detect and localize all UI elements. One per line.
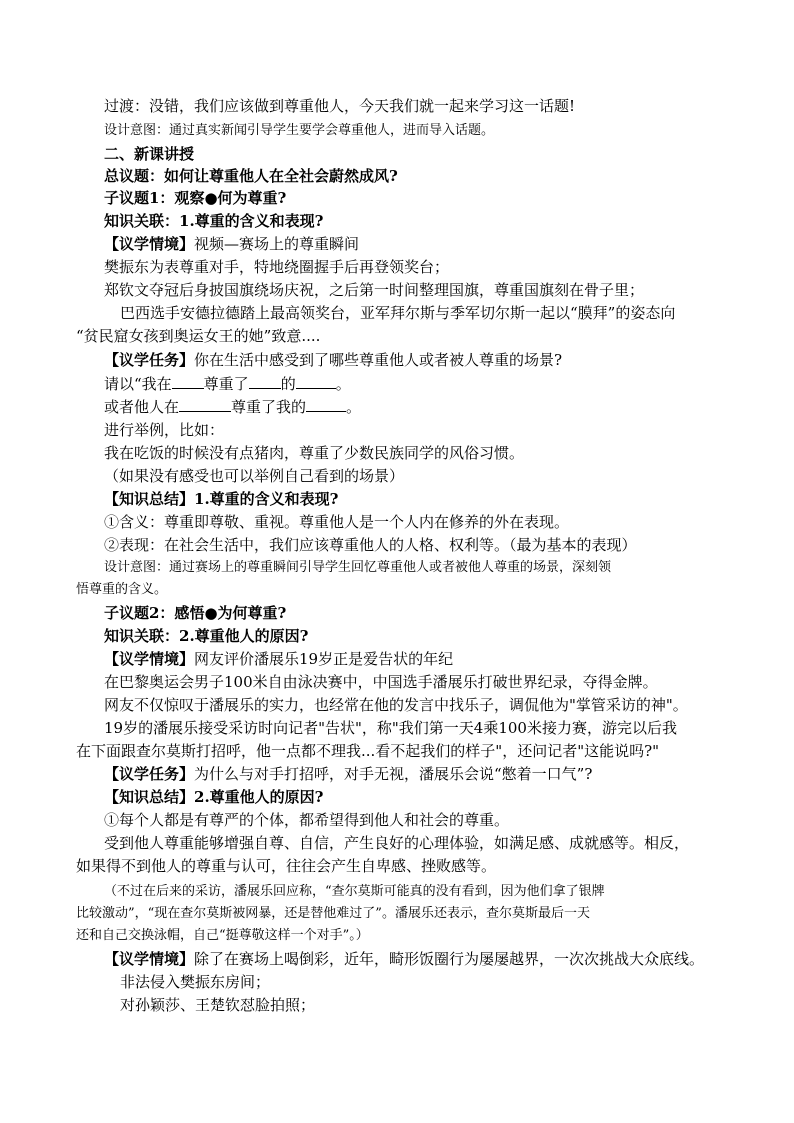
note-line: 还和自己交换泳帽，自己“挺尊敬这样一个对手”。） (76, 928, 369, 943)
task-label: 【议学任务】 (104, 351, 195, 369)
body-line: ①含义：尊重即尊敬、重视。尊重他人是一个人内在修养的外在表现。 (104, 513, 570, 531)
main-topic: 总议题：如何让尊重他人在全社会蔚然成风? (104, 167, 398, 185)
fill-text: 尊重了 (203, 375, 249, 393)
fill-blank-line-2 (104, 397, 361, 417)
scenario-text: 网友评价潘展乐19岁正是爱告状的年纪 (194, 650, 454, 668)
summary-1: 【知识总结】1.尊重的含义和表现? (104, 490, 339, 508)
body-line: 对孙颖莎、王楚钦怼脸拍照； (120, 996, 316, 1014)
task-text: 你在生活中感受到了哪些尊重他人或者被人尊重的场景? (194, 351, 563, 369)
body-line: 19岁的潘展乐接受采访时向记者"告状"，称"我们第一天4乘100米接力赛，游完以后我 (104, 719, 677, 737)
body-line: 在下面跟查尔莫斯打招呼，他一点都不理我...看不起我们的样子"，还问记者"这能说吗?" (76, 742, 660, 760)
fill-text: 。 (335, 375, 351, 393)
fill-text: 请以“我在 (104, 375, 172, 393)
body-line: 巴西选手安德拉德踏上最高领奖台，亚军拜尔斯与季军切尔斯一起以“膜拜”的姿态向 (120, 304, 676, 322)
body-line: ①每个人都是有尊严的个体，都希望得到他人和社会的尊重。 (104, 811, 510, 829)
note-line: （不过在后来的采访，潘展乐回应称，“查尔莫斯可能真的没有看到，因为他们拿了银牌 (104, 884, 605, 899)
fill-text: 或者他人在 (104, 398, 180, 416)
transition-line: 过渡：没错，我们应该做到尊重他人，今天我们就一起来学习这一话题! (104, 97, 576, 115)
blank (172, 374, 204, 389)
body-line: 樊振东为表尊重对手，特地绕圈握手后再登领奖台； (104, 258, 450, 276)
task-label: 【议学任务】 (104, 765, 195, 783)
scenario-label: 【议学情境】 (104, 950, 195, 968)
body-line: 在巴黎奥运会男子100米自由泳决赛中，中国选手潘展乐打破世界纪录，夺得金牌。 (104, 673, 658, 691)
body-line: “贫民窟女孩到奥运女王的她”致意.... (76, 327, 321, 345)
body-line: 郑钦文夺冠后身披国旗绕场庆祝，之后第一时间整理国旗，尊重国旗刻在骨子里； (104, 281, 645, 299)
body-line: 网友不仅惊叹于潘展乐的实力，也经常在他的发言中找乐子，调侃他为"掌管采访的神"。 (104, 696, 688, 714)
scenario-text: 视频—赛场上的尊重瞬间 (194, 235, 360, 253)
knowledge-link-1: 知识关联：1.尊重的含义和表现? (104, 212, 324, 230)
body-line: 受到他人尊重能够增强自尊、自信，产生良好的心理体验，如满足感、成就感等。相反， (104, 834, 690, 852)
body-line: 进行举例，比如： (104, 421, 225, 439)
note-line: 比较激动”，“现在查尔莫斯被网暴，还是替他难过了”。潘展乐还表示，查尔莫斯最后一天 (76, 906, 590, 921)
body-line: 我在吃饭的时候没有点猪肉，尊重了少数民族同学的风俗习惯。 (104, 444, 525, 462)
scenario-1 (104, 234, 359, 254)
blank (179, 397, 231, 412)
section-heading: 二、新课讲授 (104, 145, 195, 163)
design-intent-2-cont: 悟尊重的含义。 (76, 582, 168, 597)
scenario-label: 【议学情境】 (104, 235, 195, 253)
scenario-3 (104, 949, 704, 969)
body-line: 如果得不到他人的尊重与认可，往往会产生自卑感、挫败感等。 (76, 857, 497, 875)
design-intent-1: 设计意图：通过真实新闻引导学生要学会尊重他人，进而导入话题。 (104, 123, 495, 138)
subtopic-1: 子议题1：观察●何为尊重? (104, 189, 287, 207)
blank (249, 374, 281, 389)
blank (306, 397, 346, 412)
summary-2: 【知识总结】2.尊重他人的原因? (104, 788, 324, 806)
fill-text: 尊重了我的 (231, 398, 307, 416)
task-2 (104, 764, 592, 784)
scenario-label: 【议学情境】 (104, 650, 195, 668)
knowledge-link-2: 知识关联：2.尊重他人的原因? (104, 627, 309, 645)
fill-text: 。 (346, 398, 362, 416)
subtopic-2: 子议题2：感悟●为何尊重? (104, 604, 287, 622)
fill-text: 的 (280, 375, 296, 393)
scenario-text: 除了在赛场上喝倒彩，近年，畸形饭圈行为屡屡越界，一次次挑战大众底线。 (194, 950, 705, 968)
blank (296, 374, 336, 389)
design-intent-2: 设计意图：通过赛场上的尊重瞬间引导学生回忆尊重他人或者被他人尊重的场景，深刻领 (104, 560, 612, 575)
body-line: 非法侵入樊振东房间； (120, 973, 271, 991)
scenario-2 (104, 649, 453, 669)
body-line: ②表现：在社会生活中，我们应该尊重他人的人格、权利等。（最为基本的表现） (104, 536, 637, 554)
fill-blank-line-1 (104, 374, 351, 394)
body-line: （如果没有感受也可以举例自己看到的场景） (104, 467, 405, 485)
task-1 (104, 350, 562, 370)
task-text: 为什么与对手打招呼，对手无视，潘展乐会说“憋着一口气”? (194, 765, 593, 783)
